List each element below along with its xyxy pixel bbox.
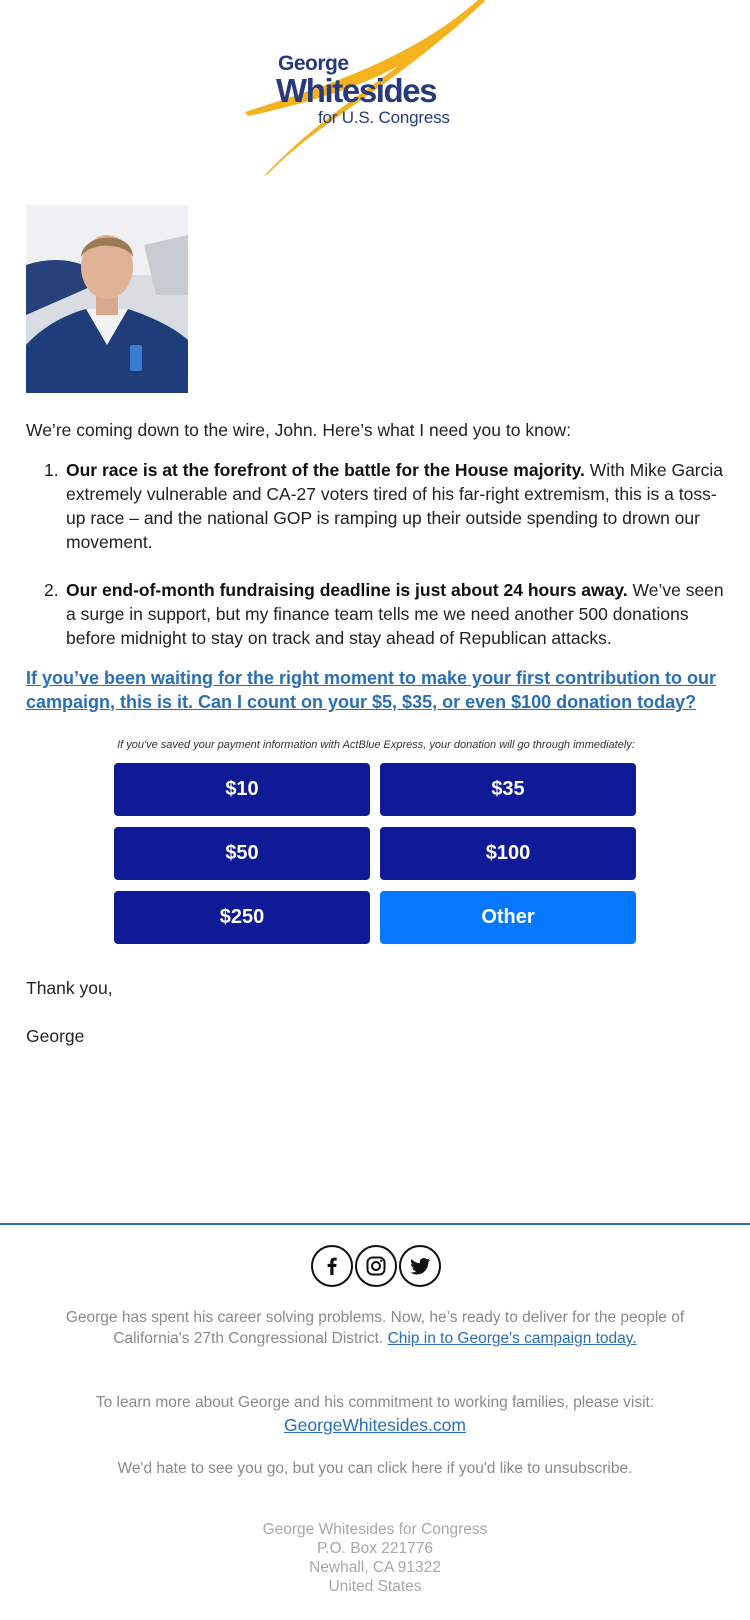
key-points-list [44, 458, 724, 674]
intro-text: We’re coming down to the wire, John. Here’s what I need you to know: [26, 420, 572, 440]
list-number: 1. [44, 460, 59, 480]
point-headline: Our end-of-month fundraising deadline is just about 24 hours away. [66, 580, 628, 600]
address-line: P.O. Box 221776 [316, 1540, 434, 1557]
chip-in-link[interactable]: Chip in to George's campaign today. [387, 1330, 637, 1347]
list-item [44, 458, 724, 554]
campaign-logo [240, 0, 500, 180]
address-line: United States [328, 1578, 422, 1595]
unsubscribe-link[interactable]: We'd hate to see you go, but you can click here if you'd like to unsubscribe. [117, 1460, 633, 1477]
point-headline: Our race is at the forefront of the battle for the House majority. [66, 460, 585, 480]
logo-last-name: Whitesides [276, 72, 437, 109]
facebook-icon[interactable] [311, 1245, 353, 1287]
website-link[interactable]: GeorgeWhitesides.com [284, 1415, 466, 1435]
donate-250-button[interactable]: $250 [114, 891, 370, 944]
mailing-address [60, 1520, 690, 1596]
donate-cta-link[interactable]: If you’ve been waiting for the right moment to make your first contribution to our campaign, this is it. Can I count on your $5, $35, or even $100 donation today? [26, 668, 717, 712]
donate-100-button[interactable]: $100 [380, 827, 636, 880]
point-body: With Mike Garcia extremely vulnerable and CA-27 voters tired of his far-right extremism, this is a toss-up race – and the national GOP is ramping up their outside spending to drown our movement. [66, 460, 723, 552]
signature: George [26, 1026, 85, 1046]
donate-35-button[interactable]: $35 [380, 763, 636, 816]
instagram-icon[interactable] [355, 1245, 397, 1287]
footer-learn-more [60, 1392, 690, 1437]
donate-other-button[interactable]: Other [380, 891, 636, 944]
point-body: We’ve seen a surge in support, but my finance team tells me we need another 500 donations before midnight to stay on track and stay ahead of Republican attacks. [66, 580, 724, 648]
address-line: Newhall, CA 91322 [309, 1559, 441, 1576]
footer-bio-text: George has spent his career solving problems. Now, he’s ready to deliver for the people of California's 27th Congressional District. [65, 1309, 685, 1347]
closing-text: Thank you, [26, 978, 113, 998]
list-number: 2. [44, 580, 59, 600]
footer-divider [0, 1223, 750, 1225]
address-line: George Whitesides for Congress [262, 1521, 488, 1538]
list-item [44, 578, 724, 650]
donate-10-button[interactable]: $10 [114, 763, 370, 816]
candidate-photo [26, 205, 188, 393]
learn-more-text: To learn more about George and his commitment to working families, please visit: [95, 1394, 655, 1411]
logo-first-name: George [278, 52, 349, 75]
actblue-express-note: If you've saved your payment information with ActBlue Express, your donation will go through immediately: [117, 739, 635, 751]
donate-50-button[interactable]: $50 [114, 827, 370, 880]
logo-subtitle: for U.S. Congress [318, 108, 450, 127]
twitter-icon[interactable] [399, 1245, 441, 1287]
footer-bio [60, 1307, 690, 1349]
